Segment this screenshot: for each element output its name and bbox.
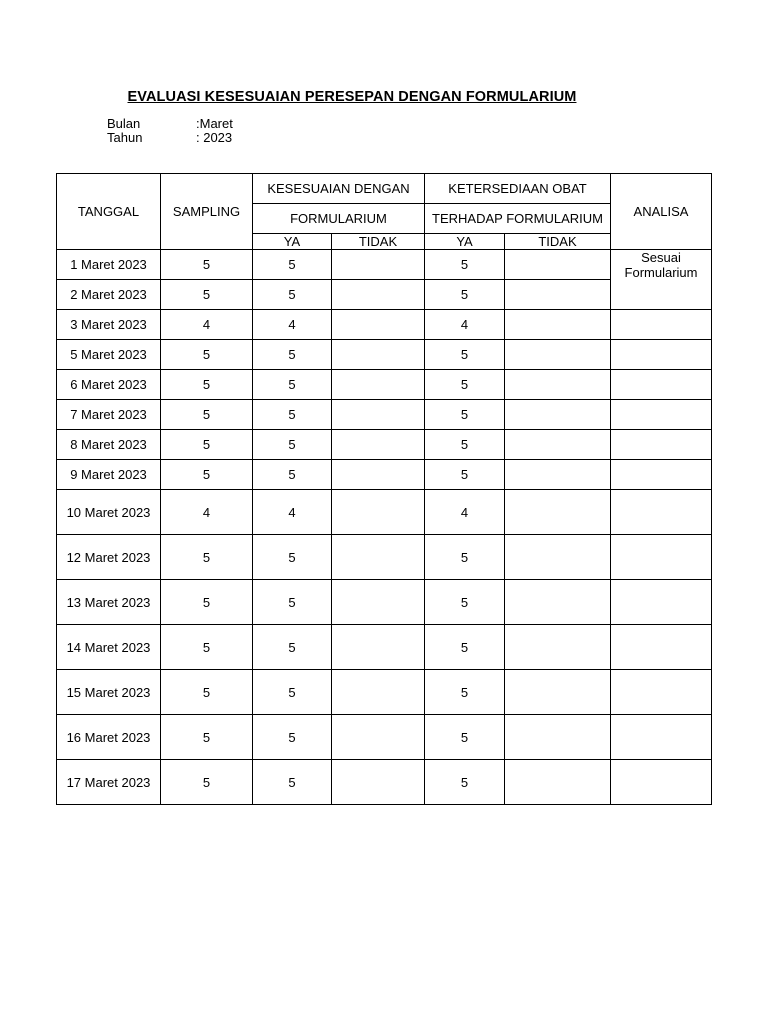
cell-ketersediaan-tidak <box>505 400 611 430</box>
document-title: EVALUASI KESESUAIAN PERESEPAN DENGAN FORMULARIUM <box>127 89 577 105</box>
cell-kesesuaian-tidak <box>332 340 425 370</box>
cell-tanggal: 14 Maret 2023 <box>57 625 161 670</box>
cell-ketersediaan-tidak <box>505 280 611 310</box>
cell-kesesuaian-ya: 4 <box>253 310 332 340</box>
cell-ketersediaan-ya: 5 <box>425 400 505 430</box>
cell-ketersediaan-tidak <box>505 535 611 580</box>
cell-sampling: 5 <box>161 460 253 490</box>
cell-ketersediaan-ya: 5 <box>425 535 505 580</box>
header-ketersediaan: KETERSEDIAAN OBAT <box>425 174 611 204</box>
cell-tanggal: 12 Maret 2023 <box>57 535 161 580</box>
cell-sampling: 5 <box>161 715 253 760</box>
header-sampling: SAMPLING <box>161 174 253 250</box>
cell-analisa: Sesuai Formularium <box>611 250 712 310</box>
cell-ketersediaan-tidak <box>505 250 611 280</box>
cell-tanggal: 17 Maret 2023 <box>57 760 161 805</box>
cell-tanggal: 2 Maret 2023 <box>57 280 161 310</box>
cell-sampling: 5 <box>161 280 253 310</box>
cell-analisa <box>611 490 712 535</box>
cell-sampling: 5 <box>161 400 253 430</box>
header-kes-ya: YA <box>253 234 332 250</box>
cell-kesesuaian-tidak <box>332 625 425 670</box>
cell-sampling: 5 <box>161 340 253 370</box>
cell-sampling: 5 <box>161 625 253 670</box>
cell-sampling: 5 <box>161 670 253 715</box>
cell-ketersediaan-ya: 5 <box>425 250 505 280</box>
cell-tanggal: 16 Maret 2023 <box>57 715 161 760</box>
cell-sampling: 4 <box>161 310 253 340</box>
header-formularium: FORMULARIUM <box>253 204 425 234</box>
cell-sampling: 5 <box>161 250 253 280</box>
table-row <box>57 310 712 340</box>
cell-analisa <box>611 310 712 340</box>
cell-sampling: 5 <box>161 535 253 580</box>
cell-analisa <box>611 370 712 400</box>
cell-ketersediaan-ya: 5 <box>425 370 505 400</box>
table-row <box>57 400 712 430</box>
cell-kesesuaian-ya: 4 <box>253 490 332 535</box>
cell-kesesuaian-ya: 5 <box>253 460 332 490</box>
cell-tanggal: 3 Maret 2023 <box>57 310 161 340</box>
cell-tanggal: 7 Maret 2023 <box>57 400 161 430</box>
cell-analisa <box>611 670 712 715</box>
table-row <box>57 625 712 670</box>
cell-ketersediaan-ya: 4 <box>425 490 505 535</box>
cell-sampling: 5 <box>161 430 253 460</box>
table-row <box>57 430 712 460</box>
cell-tanggal: 1 Maret 2023 <box>57 250 161 280</box>
cell-ketersediaan-ya: 5 <box>425 340 505 370</box>
bulan-label: Bulan <box>107 116 141 131</box>
cell-ketersediaan-ya: 5 <box>425 625 505 670</box>
cell-ketersediaan-ya: 5 <box>425 760 505 805</box>
cell-kesesuaian-ya: 5 <box>253 370 332 400</box>
cell-kesesuaian-tidak <box>332 490 425 535</box>
cell-analisa <box>611 340 712 370</box>
header-kesesuaian: KESESUAIAN DENGAN <box>253 174 425 204</box>
cell-kesesuaian-tidak <box>332 760 425 805</box>
header-analisa: ANALISA <box>611 174 712 250</box>
cell-tanggal: 10 Maret 2023 <box>57 490 161 535</box>
cell-sampling: 5 <box>161 370 253 400</box>
cell-ketersediaan-tidak <box>505 340 611 370</box>
cell-analisa <box>611 460 712 490</box>
table-body <box>57 250 712 805</box>
cell-ketersediaan-ya: 5 <box>425 670 505 715</box>
cell-ketersediaan-tidak <box>505 625 611 670</box>
cell-tanggal: 5 Maret 2023 <box>57 340 161 370</box>
header-terhadap-formularium: TERHADAP FORMULARIUM <box>425 204 611 234</box>
cell-ketersediaan-ya: 5 <box>425 280 505 310</box>
cell-kesesuaian-ya: 5 <box>253 580 332 625</box>
cell-kesesuaian-tidak <box>332 280 425 310</box>
cell-kesesuaian-tidak <box>332 310 425 340</box>
cell-ketersediaan-ya: 5 <box>425 580 505 625</box>
cell-ketersediaan-tidak <box>505 580 611 625</box>
table-row <box>57 250 712 280</box>
cell-kesesuaian-ya: 5 <box>253 535 332 580</box>
cell-tanggal: 13 Maret 2023 <box>57 580 161 625</box>
cell-tanggal: 8 Maret 2023 <box>57 430 161 460</box>
cell-ketersediaan-tidak <box>505 310 611 340</box>
cell-kesesuaian-tidak <box>332 460 425 490</box>
cell-tanggal: 6 Maret 2023 <box>57 370 161 400</box>
table-row <box>57 370 712 400</box>
table-row <box>57 490 712 535</box>
cell-kesesuaian-ya: 5 <box>253 430 332 460</box>
header-tanggal: TANGGAL <box>57 174 161 250</box>
cell-kesesuaian-tidak <box>332 580 425 625</box>
cell-kesesuaian-ya: 5 <box>253 250 332 280</box>
cell-analisa <box>611 715 712 760</box>
cell-ketersediaan-ya: 5 <box>425 460 505 490</box>
cell-analisa <box>611 580 712 625</box>
cell-ketersediaan-tidak <box>505 715 611 760</box>
table-row <box>57 670 712 715</box>
cell-ketersediaan-tidak <box>505 370 611 400</box>
cell-analisa <box>611 760 712 805</box>
cell-kesesuaian-ya: 5 <box>253 400 332 430</box>
cell-kesesuaian-tidak <box>332 370 425 400</box>
header-ket-ya: YA <box>425 234 505 250</box>
table-row <box>57 460 712 490</box>
cell-sampling: 5 <box>161 580 253 625</box>
cell-ketersediaan-tidak <box>505 490 611 535</box>
cell-ketersediaan-ya: 4 <box>425 310 505 340</box>
cell-kesesuaian-tidak <box>332 535 425 580</box>
cell-kesesuaian-tidak <box>332 250 425 280</box>
header-ket-tidak: TIDAK <box>505 234 611 250</box>
cell-tanggal: 15 Maret 2023 <box>57 670 161 715</box>
cell-ketersediaan-tidak <box>505 430 611 460</box>
cell-ketersediaan-tidak <box>505 760 611 805</box>
table-row <box>57 340 712 370</box>
cell-kesesuaian-ya: 5 <box>253 760 332 805</box>
cell-kesesuaian-ya: 5 <box>253 340 332 370</box>
cell-ketersediaan-tidak <box>505 460 611 490</box>
cell-kesesuaian-ya: 5 <box>253 715 332 760</box>
table-row <box>57 535 712 580</box>
cell-kesesuaian-ya: 5 <box>253 670 332 715</box>
cell-analisa <box>611 535 712 580</box>
cell-kesesuaian-tidak <box>332 430 425 460</box>
cell-ketersediaan-ya: 5 <box>425 430 505 460</box>
cell-kesesuaian-ya: 5 <box>253 280 332 310</box>
table-row <box>57 760 712 805</box>
cell-kesesuaian-ya: 5 <box>253 625 332 670</box>
tahun-value: : 2023 <box>196 130 233 145</box>
cell-sampling: 5 <box>161 760 253 805</box>
tahun-label: Tahun <box>107 130 143 145</box>
table-row <box>57 580 712 625</box>
cell-kesesuaian-tidak <box>332 400 425 430</box>
cell-analisa <box>611 400 712 430</box>
cell-tanggal: 9 Maret 2023 <box>57 460 161 490</box>
cell-analisa <box>611 430 712 460</box>
cell-analisa <box>611 625 712 670</box>
cell-ketersediaan-ya: 5 <box>425 715 505 760</box>
bulan-value: :Maret <box>196 116 233 131</box>
header-kes-tidak: TIDAK <box>332 234 425 250</box>
cell-sampling: 4 <box>161 490 253 535</box>
table-row <box>57 715 712 760</box>
cell-kesesuaian-tidak <box>332 715 425 760</box>
cell-kesesuaian-tidak <box>332 670 425 715</box>
evaluation-table <box>56 173 712 805</box>
cell-ketersediaan-tidak <box>505 670 611 715</box>
